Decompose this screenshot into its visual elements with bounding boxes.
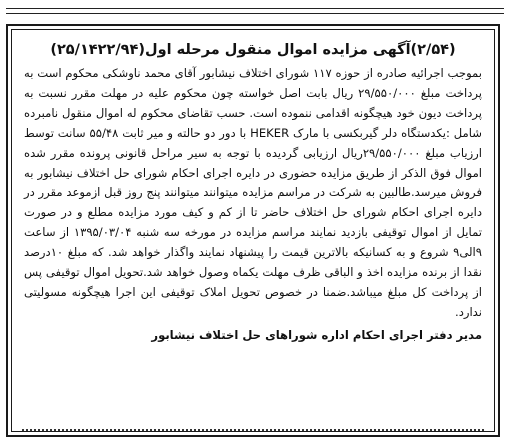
top-border-rule-inner xyxy=(6,13,504,14)
bottom-dotted-divider xyxy=(22,429,484,431)
notice-title: (۲/۵۴)آگهی مزایده اموال منقول مرحله اول(۲۵/۱۴۲۲/۹۴) xyxy=(50,42,456,58)
top-border-rule xyxy=(6,8,504,9)
auction-notice-inner-frame xyxy=(11,29,495,432)
notice-signature: مدیر دفتر اجرای احکام اداره شوراهای حل اختلاف نیشابور xyxy=(151,327,482,342)
auction-notice-box xyxy=(6,24,500,437)
notice-body-text: بموجب اجرائیه صادره از حوزه ۱۱۷ شورای اختلاف نیشابور آقای محمد ناوشکی محکوم است به پرداخت مبلغ ۲۹/۵۵۰/۰۰۰ ریال بابت اصل خواسته چون محکوم علیه در مهلت مقرر نسبت به پرداخت دیون خود هیچگونه اقدامی ننموده است. حسب تقاضای محکوم له اموال منقول نامبرده شامل :یکدستگاه دلر گیربکسی با مارک HEKER با دور دو حالته و میر ثابت ۵۵/۴۸ سانت توسط ارزیاب مبلغ ۲۹/۵۵۰/۰۰۰ریال ارزیابی گردیده با توجه به سیر مراحل قانونی پرونده مقرر شده اموال فوق الذکر از طریق مزایده حضوری در دایره اجرای احکام شورای حل اختلاف نیشابور به فروش میرسد.طالبین به شرکت در مراسم مزایده میتوانند میتوانند پنج روز قبل ازموعد مقرر در دایره اجرای احکام شورای حل اختلاف حاضر تا از کم و کیف مورد مزایده مطلع و در صورت تمایل از اموال توقیفی بازدید نمایند مراسم مزایده در مورخه سه شنبه ۱۳۹۵/۰۳/۰۴ از ساعت ۹الی۹ شروع و به کسانیکه بالاترین قیمت را پیشنهاد نمایند واگذار خواهد شد. که مبلغ ۱۰درصد نقدا از برنده مزایده اخذ و الباقی ظرف مهلت یکماه وصول خواهد شد.تحویل اموال توقیفی پس از پرداخت کل مبلغ میباشد.ضمنا در خصوص تحویل املاک توقیفی این اجرا هیچگونه مسولیتی ندارد. xyxy=(24,66,483,319)
